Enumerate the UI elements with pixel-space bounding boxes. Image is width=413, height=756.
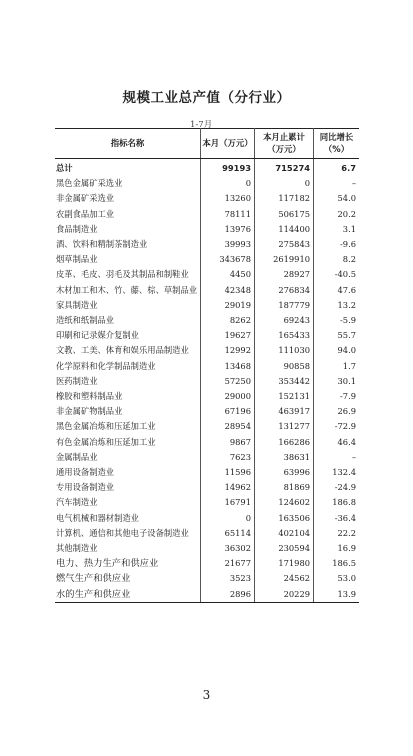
row-month-value: 29000: [201, 389, 255, 404]
table-row: [55, 328, 359, 343]
table-row: [55, 176, 359, 191]
row-month-value: 12992: [201, 343, 255, 358]
row-month-value: 36302: [201, 541, 255, 556]
page-number: 3: [202, 688, 211, 702]
row-name: 印刷和记录媒介复制业: [56, 330, 139, 341]
row-cumulative-value: 152131: [255, 389, 314, 404]
row-yoy-growth: 186.8: [314, 495, 359, 510]
row-name: 燃气生产和供应业: [56, 573, 131, 585]
row-name: 烟草制品业: [56, 254, 98, 265]
row-name: 金属制品业: [56, 451, 98, 462]
row-yoy-growth: 3.1: [314, 222, 359, 237]
row-month-value: 7623: [201, 450, 255, 465]
row-cumulative-value: 187779: [255, 298, 314, 313]
industry-output-table: [55, 128, 359, 603]
table-body: [55, 159, 359, 603]
row-name: 酒、饮料和精制茶制造业: [56, 239, 148, 250]
table-row: [55, 526, 359, 541]
table-row: [55, 571, 359, 586]
row-yoy-growth: 16.9: [314, 541, 359, 556]
row-yoy-growth: 22.2: [314, 526, 359, 541]
row-month-value: 78111: [201, 207, 255, 222]
row-yoy-growth: 20.2: [314, 207, 359, 222]
table-row: [55, 541, 359, 556]
row-name: 造纸和纸制品业: [56, 315, 115, 326]
row-cumulative-value: 81869: [255, 480, 314, 495]
row-yoy-growth: 8.2: [314, 252, 359, 267]
period-label: 1-7月: [190, 120, 213, 130]
row-name: 有色金属冶炼和压延加工业: [56, 436, 156, 447]
row-month-value: 57250: [201, 374, 255, 389]
table-row: [55, 191, 359, 206]
table-row: [55, 374, 359, 389]
row-month-value: 3523: [201, 571, 255, 586]
row-name: 家具制造业: [56, 299, 98, 310]
row-name: 非金属矿采选业: [56, 193, 115, 204]
row-name: 计算机、通信和其他电子设备制造业: [56, 527, 189, 538]
row-name: 橡胶和塑料制品业: [56, 391, 123, 402]
row-cumulative-value: 0: [255, 176, 314, 191]
table-row: [55, 450, 359, 465]
row-yoy-growth: 30.1: [314, 374, 359, 389]
row-month-value: 13976: [201, 222, 255, 237]
row-yoy-growth: 26.9: [314, 404, 359, 419]
row-month-value: 19627: [201, 328, 255, 343]
table-row: [55, 252, 359, 267]
table-header-row: [55, 129, 359, 159]
row-cumulative-value: 402104: [255, 526, 314, 541]
row-month-value: 4450: [201, 267, 255, 282]
row-yoy-growth: 13.9: [314, 587, 359, 603]
row-month-value: 99193: [201, 159, 255, 177]
row-name: 黑色金属冶炼和压延加工业: [56, 421, 156, 432]
row-cumulative-value: 506175: [255, 207, 314, 222]
row-month-value: 39993: [201, 237, 255, 252]
row-cumulative-value: 2619910: [255, 252, 314, 267]
row-cumulative-value: 131277: [255, 419, 314, 434]
row-cumulative-value: 171980: [255, 556, 314, 571]
row-cumulative-value: 69243: [255, 313, 314, 328]
row-cumulative-value: 111030: [255, 343, 314, 358]
row-month-value: 0: [201, 511, 255, 526]
row-yoy-growth: 186.5: [314, 556, 359, 571]
row-month-value: 42348: [201, 283, 255, 298]
table-row: [55, 389, 359, 404]
row-cumulative-value: 114400: [255, 222, 314, 237]
table-row: [55, 404, 359, 419]
table-row: [55, 207, 359, 222]
row-cumulative-value: 230594: [255, 541, 314, 556]
row-name: 电气机械和器材制造业: [56, 512, 139, 523]
row-name: 汽车制造业: [56, 497, 98, 508]
table-row: [55, 237, 359, 252]
table-row: [55, 298, 359, 313]
row-month-value: 13468: [201, 359, 255, 374]
row-yoy-growth: -5.9: [314, 313, 359, 328]
row-name: 木材加工和木、竹、藤、棕、草制品业: [56, 284, 198, 295]
row-yoy-growth: –: [314, 450, 359, 465]
table-row: [55, 495, 359, 510]
header-cumulative-value: 本月止累计（万元）: [255, 129, 314, 159]
row-cumulative-value: 63996: [255, 465, 314, 480]
row-yoy-growth: -36.4: [314, 511, 359, 526]
row-yoy-growth: 46.4: [314, 435, 359, 450]
row-month-value: 9867: [201, 435, 255, 450]
row-name: 食品制造业: [56, 223, 98, 234]
row-name: 农副食品加工业: [56, 208, 115, 219]
row-yoy-growth: -40.5: [314, 267, 359, 282]
row-name: 通用设备制造业: [56, 467, 115, 478]
header-indicator-name: 指标名称: [55, 129, 201, 159]
row-month-value: 16791: [201, 495, 255, 510]
table-row: [55, 480, 359, 495]
row-name: 化学原料和化学制品制造业: [56, 360, 156, 371]
row-name: 文教、工美、体育和娱乐用品制造业: [56, 345, 189, 356]
row-month-value: 21677: [201, 556, 255, 571]
row-yoy-growth: –: [314, 176, 359, 191]
row-cumulative-value: 276834: [255, 283, 314, 298]
header-yoy-growth: 同比增长（%）: [314, 129, 359, 159]
table-row: [55, 511, 359, 526]
row-yoy-growth: 47.6: [314, 283, 359, 298]
row-name: 非金属矿物制品业: [56, 406, 123, 417]
table-row: [55, 313, 359, 328]
row-cumulative-value: 90858: [255, 359, 314, 374]
row-name: 总计: [56, 163, 73, 173]
row-yoy-growth: 54.0: [314, 191, 359, 206]
table-row: [55, 159, 359, 177]
row-month-value: 0: [201, 176, 255, 191]
row-yoy-growth: 55.7: [314, 328, 359, 343]
row-yoy-growth: -24.9: [314, 480, 359, 495]
row-cumulative-value: 165433: [255, 328, 314, 343]
row-name: 医药制造业: [56, 375, 98, 386]
row-month-value: 67196: [201, 404, 255, 419]
row-month-value: 65114: [201, 526, 255, 541]
row-cumulative-value: 117182: [255, 191, 314, 206]
row-name: 黑色金属矿采选业: [56, 178, 123, 189]
row-yoy-growth: -9.6: [314, 237, 359, 252]
row-cumulative-value: 38631: [255, 450, 314, 465]
row-yoy-growth: -72.9: [314, 419, 359, 434]
row-cumulative-value: 28927: [255, 267, 314, 282]
row-name: 专用设备制造业: [56, 482, 115, 493]
row-cumulative-value: 124602: [255, 495, 314, 510]
row-yoy-growth: 53.0: [314, 571, 359, 586]
row-month-value: 29019: [201, 298, 255, 313]
row-yoy-growth: 1.7: [314, 359, 359, 374]
row-cumulative-value: 20229: [255, 587, 314, 603]
table-row: [55, 556, 359, 571]
table-row: [55, 465, 359, 480]
page-title: 规模工业总产值（分行业）: [122, 90, 291, 106]
row-month-value: 11596: [201, 465, 255, 480]
row-month-value: 2896: [201, 587, 255, 603]
row-yoy-growth: 6.7: [314, 159, 359, 177]
row-yoy-growth: 13.2: [314, 298, 359, 313]
row-name: 电力、热力生产和供应业: [56, 558, 159, 570]
table-row: [55, 435, 359, 450]
row-yoy-growth: 94.0: [314, 343, 359, 358]
row-yoy-growth: 132.4: [314, 465, 359, 480]
row-cumulative-value: 24562: [255, 571, 314, 586]
row-month-value: 28954: [201, 419, 255, 434]
row-name: 水的生产和供应业: [55, 587, 201, 603]
row-cumulative-value: 163506: [255, 511, 314, 526]
row-yoy-growth: -7.9: [314, 389, 359, 404]
row-month-value: 13260: [201, 191, 255, 206]
row-month-value: 8262: [201, 313, 255, 328]
row-month-value: 343678: [201, 252, 255, 267]
row-cumulative-value: 463917: [255, 404, 314, 419]
table-row: [55, 359, 359, 374]
row-name: 皮革、毛皮、羽毛及其制品和制鞋业: [56, 269, 189, 280]
row-month-value: 14962: [201, 480, 255, 495]
row-cumulative-value: 715274: [255, 159, 314, 177]
table-row: [55, 587, 359, 603]
row-name: 其他制造业: [56, 543, 98, 554]
row-cumulative-value: 275843: [255, 237, 314, 252]
row-cumulative-value: 353442: [255, 374, 314, 389]
table-row: [55, 419, 359, 434]
row-cumulative-value: 166286: [255, 435, 314, 450]
table-row: [55, 267, 359, 282]
table-row: [55, 222, 359, 237]
table-row: [55, 343, 359, 358]
table-row: [55, 283, 359, 298]
header-month-value: 本月（万元）: [201, 129, 255, 159]
